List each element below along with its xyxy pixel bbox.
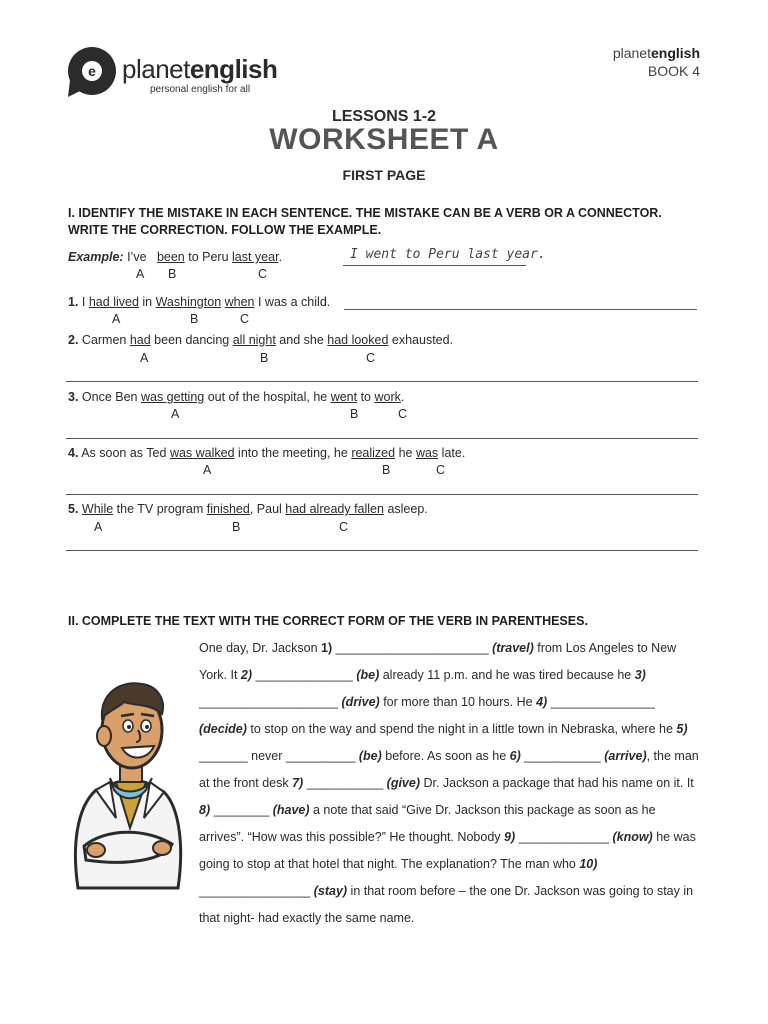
section-1-heading: I. IDENTIFY THE MISTAKE IN EACH SENTENCE. THE MISTAKE CAN BE A VERB OR A CONNECTOR. WRITE THE CORRECTION. FOLLOW THE EXAMPLE. bbox=[68, 206, 662, 237]
sentence-3: 3. Once Ben was getting out of the hospital, he went to work. bbox=[68, 390, 405, 404]
sentence-2: 2. Carmen had been dancing all night and she had looked exhausted. bbox=[68, 333, 454, 347]
doctor-illustration-icon bbox=[66, 678, 186, 893]
sentence-1: 1. I had lived in Washington when I was a child. bbox=[68, 295, 331, 309]
answer-line-5 bbox=[66, 550, 698, 551]
answer-line-3 bbox=[66, 438, 698, 439]
page-label: FIRST PAGE bbox=[342, 167, 426, 183]
corner-brand: planetenglish BOOK 4 bbox=[612, 45, 700, 79]
brand-name: planetenglish bbox=[122, 54, 278, 84]
lessons-label: LESSONS 1-2 bbox=[331, 108, 437, 125]
example-answer: I went to Peru last year. bbox=[350, 247, 546, 262]
book-number: BOOK 4 bbox=[647, 63, 700, 79]
answer-line-2 bbox=[66, 381, 698, 382]
example-sentence: Example: I’ve been to Peru last year. bbox=[68, 250, 283, 264]
example-answer-line bbox=[343, 265, 526, 266]
sentence-4: 4. As soon as Ted was walked into the meeting, he realized he was late. bbox=[68, 446, 466, 460]
answer-line-1 bbox=[344, 309, 697, 310]
planet-english-logo-icon bbox=[66, 46, 118, 98]
answer-line-4 bbox=[66, 494, 698, 495]
worksheet-title: WORKSHEET A bbox=[269, 123, 499, 156]
sentence-5: 5. While the TV program finished, Paul had already fallen asleep. bbox=[68, 502, 428, 516]
section-2-text: One day, Dr. Jackson 1) ______________________ (travel) from Los Angeles to New York. It 2) ______________ (be) already 11 p.m. and he was tired because he 3) ____________________ (drive) for more than 10 hours. He 4) _______________ (decide) to stop on the way and spend the night in a little town in Nebraska, where he 5) _______ never __________ (be) before. As soon as he 6) ___________ (arrive), the man at the front desk 7) ___________ (give) Dr. Jackson a package that had his name on it. It 8) ________ (have) a note that said “Give Dr. Jackson this package as soon as he arrives”. “How was this possible?” He thought. Nobody 9) _____________ (know) he was going to stop at that hotel that night. The explanation? The man who 10) ________________ (stay) in that room before – the one Dr. Jackson was going to stay in that night- had exactly the same name. bbox=[199, 641, 699, 925]
section-2-heading: II. COMPLETE THE TEXT WITH THE CORRECT FORM OF THE VERB IN PARENTHESES. bbox=[68, 614, 588, 628]
svg-text:e: e bbox=[88, 63, 96, 79]
brand-tagline: personal english for all bbox=[150, 84, 251, 95]
